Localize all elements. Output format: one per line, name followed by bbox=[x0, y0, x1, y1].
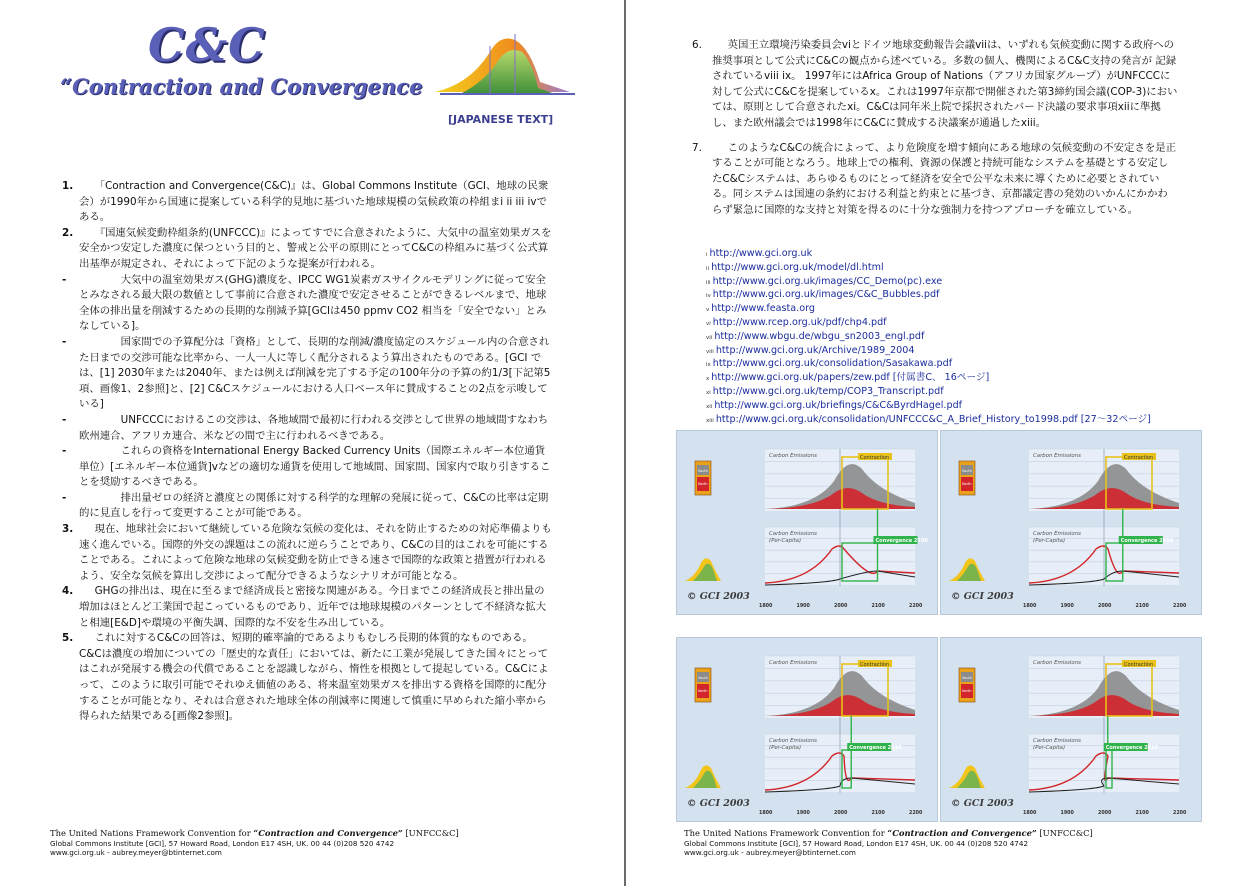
reference-marker: viii bbox=[706, 348, 714, 355]
x-tick-label: 2000 bbox=[1098, 811, 1112, 816]
x-tick-label: 2200 bbox=[1173, 604, 1187, 609]
reference-marker: x bbox=[706, 376, 710, 383]
footer-title-suffix: [UNFCC&C] bbox=[402, 828, 459, 838]
reference-marker: vi bbox=[706, 320, 711, 327]
north-legend-label: North bbox=[962, 689, 972, 693]
reference-link-row bbox=[706, 289, 1151, 303]
reference-url-link[interactable]: http://www.gci.org.uk bbox=[709, 248, 813, 259]
footer-title-italic: “Contraction and Convergence” bbox=[887, 828, 1037, 838]
reference-url-link[interactable]: http://www.gci.org.uk/temp/COP3_Transcript.pdf bbox=[712, 385, 944, 397]
paragraph-5 bbox=[62, 631, 552, 725]
footer-title bbox=[684, 829, 1093, 839]
bullet-text: 国家間での予算配分は「資格」として、長期的な削減/濃度協定のスケジュール内の合意された日までの交渉可能な比率から、一人一人に等しく配分されるよう算出されたものである。[GCI では、[1] 2030年または2040年、または例えば削減を完了する予定の100年分の予算の約1/3[下記第5項、画像1、2参照]と、[2] C&Cスケジュールにおける人口ベース年に賛成することの2点を示唆している] bbox=[79, 335, 551, 411]
x-tick-label: 2100 bbox=[1135, 811, 1149, 816]
paragraph-1 bbox=[62, 179, 552, 226]
reference-link-row bbox=[706, 345, 1151, 359]
gci-copyright: © GCI 2003 bbox=[687, 798, 750, 809]
footer-address: Global Commons Institute [GCI], 57 Howard Road, London E17 4SH, UK. 00 44 (0)208 520 4742 bbox=[50, 838, 395, 848]
bullet-marker: - bbox=[62, 491, 67, 504]
chart-svg bbox=[941, 638, 1201, 821]
chart-bottom-subtitle: (Per-Capita) bbox=[1033, 538, 1066, 544]
chart-top-title: Carbon Emissions bbox=[769, 453, 817, 459]
right-page bbox=[626, 0, 1251, 886]
paragraph-number: 3. bbox=[62, 523, 74, 536]
chart-bottom-subtitle: (Per-Capita) bbox=[1033, 745, 1066, 751]
contraction-label: Contraction bbox=[1124, 662, 1154, 668]
contraction-label: Contraction bbox=[860, 662, 890, 668]
convergence-label: Convergence 2010 bbox=[1105, 745, 1159, 751]
footer-title-italic: “Contraction and Convergence” bbox=[253, 828, 403, 838]
reference-url-link[interactable]: http://www.gci.org.uk/consolidation/Sasakawa.pdf bbox=[712, 358, 953, 370]
reference-link-row bbox=[706, 317, 1151, 331]
x-tick-label: 1900 bbox=[796, 811, 810, 816]
reference-marker: ix bbox=[706, 362, 711, 369]
chart-bottom-title: Carbon Emissions bbox=[769, 531, 817, 537]
bullet-marker: - bbox=[62, 335, 67, 348]
right-body-text bbox=[688, 38, 1178, 228]
reference-url-link[interactable]: http://www.gci.org.uk/images/C&C_Bubbles.pdf bbox=[712, 289, 940, 301]
south-legend-label: South bbox=[698, 469, 708, 473]
footer-title-prefix: The United Nations Framework Convention for bbox=[50, 828, 254, 838]
paragraph-text: 「Contraction and Convergence(C&C)』は、Global Commons Institute（GCI、地球の民衆会）が1990年から国連に提案している科学的見地に基づいた地球規模の気候政策の枠組まi ii iii ivである。 bbox=[79, 180, 549, 224]
x-tick-label: 2000 bbox=[1098, 604, 1112, 609]
bullet-marker: - bbox=[62, 413, 67, 426]
contraction-label: Contraction bbox=[860, 455, 890, 461]
reference-link-row bbox=[706, 386, 1151, 400]
paragraph-text: GHGの排出は、現在に至るまで経済成長と密接な関連がある。今日までこの経済成長と排出量の増加はほとんど工業国で起こっているものであり、近年では地球規模のパターンとして不経済な拡大と相連[E&D]や環境の平衡失調、国際的な不安を生み出している。 bbox=[79, 585, 547, 629]
reference-link-row bbox=[706, 400, 1151, 414]
x-tick-label: 1800 bbox=[759, 604, 773, 609]
reference-marker: iii bbox=[706, 279, 711, 286]
gci-copyright: © GCI 2003 bbox=[951, 798, 1014, 809]
paragraph-number: 6. bbox=[692, 39, 702, 51]
reference-url-link[interactable]: http://www.gci.org.uk/consolidation/UNFCCC&C_A_Brief_History_to1998.pdf bbox=[715, 413, 1078, 425]
bullet-1 bbox=[62, 273, 552, 335]
reference-link-row bbox=[706, 276, 1151, 290]
chart-bottom-title: Carbon Emissions bbox=[1033, 738, 1081, 744]
bullet-marker: - bbox=[62, 445, 67, 458]
chart-top-title: Carbon Emissions bbox=[769, 660, 817, 666]
chart-bottom-subtitle: (Per-Capita) bbox=[769, 538, 802, 544]
bullet-5 bbox=[62, 491, 552, 522]
bullet-2 bbox=[62, 335, 552, 413]
japanese-text-tag: [JAPANESE TEXT] bbox=[448, 113, 554, 126]
paragraph-number: 7. bbox=[692, 141, 702, 154]
x-tick-label: 2100 bbox=[871, 811, 885, 816]
chart-top-title: Carbon Emissions bbox=[1033, 453, 1081, 459]
chart-panel-4 bbox=[940, 637, 1202, 822]
bullet-text: 大気中の温室効果ガス(GHG)濃度を、IPCC WG1炭素ガスサイクルモデリングに従って安全とみなされる最大限の数値として事前に合意された濃度で安定させることができるレベルまで、地球全体の排出量を削減するための長期的な削減予算[GCIは450 ppmv CO2 相当を「安全でない」とみなしている]。 bbox=[79, 273, 547, 333]
logo-subtitle: “Contraction and Convergence bbox=[60, 74, 423, 99]
footer-title bbox=[50, 829, 459, 839]
reference-marker: i bbox=[706, 252, 708, 258]
reference-url-link[interactable]: http://www.rcep.org.uk/pdf/chp4.pdf bbox=[712, 316, 887, 328]
right-footer bbox=[684, 829, 1093, 858]
convergence-label: Convergence 2030 bbox=[849, 745, 902, 751]
reference-link-row bbox=[706, 331, 1151, 345]
reference-url-link[interactable]: http://www.gci.org.uk/model/dl.html bbox=[711, 261, 884, 273]
reference-marker: ii bbox=[706, 265, 710, 272]
bullet-4 bbox=[62, 444, 552, 491]
convergence-label: Convergence 2100 bbox=[875, 538, 928, 544]
x-tick-label: 1800 bbox=[759, 811, 773, 816]
x-tick-label: 2000 bbox=[834, 811, 848, 816]
paragraph-2 bbox=[62, 226, 552, 273]
left-footer bbox=[50, 829, 459, 858]
chart-panel-2 bbox=[940, 430, 1202, 615]
x-tick-label: 2100 bbox=[871, 604, 885, 609]
bullet-text: 排出量ゼロの経済と濃度との関係に対する科学的な理解の発展に従って、C&Cの比率は定期的に見直しを行って変更することが可能である。 bbox=[79, 491, 549, 520]
logo-title: C&C bbox=[148, 18, 266, 72]
x-tick-label: 1900 bbox=[1060, 604, 1074, 609]
x-tick-label: 2200 bbox=[909, 811, 923, 816]
contraction-label: Contraction bbox=[1124, 455, 1154, 461]
paragraph-4 bbox=[62, 584, 552, 631]
reference-url-link[interactable]: http://www.feasta.org bbox=[711, 303, 815, 315]
reference-marker: iv bbox=[706, 293, 711, 300]
chart-top-title: Carbon Emissions bbox=[1033, 660, 1081, 666]
paragraph-number: 2. bbox=[62, 226, 74, 239]
paragraph-number: 1. bbox=[62, 180, 74, 192]
reference-link-row bbox=[706, 372, 1151, 386]
bullet-marker: - bbox=[62, 273, 67, 286]
x-tick-label: 1800 bbox=[1023, 811, 1037, 816]
x-tick-label: 2200 bbox=[1173, 811, 1187, 816]
bullet-text: これらの資格をInternational Energy Backed Currency Units（国際エネルギー本位通貨単位）[エネルギー本位通貨]vなどの適切な通貨を使用して地域間、国家間、国家内で取り引きすることを奨励するべきである。 bbox=[79, 445, 551, 489]
footer-title-prefix: The United Nations Framework Convention for bbox=[684, 828, 888, 838]
paragraph-text: 『国連気候変動枠組条約(UNFCCC)』によってすでに合意されたように、大気中の温室効果ガスを安全かつ安定した濃度に保つという目的と、警戒と公平の原則にとってC&Cの枠組みに基づく公式算出基準が規定され、それによって下記のような提案が行われる。 bbox=[79, 226, 552, 270]
reference-marker: xii bbox=[706, 403, 713, 410]
north-legend-label: North bbox=[698, 689, 708, 693]
bullet-3 bbox=[62, 413, 552, 444]
chart-bottom-subtitle: (Per-Capita) bbox=[769, 745, 802, 751]
x-tick-label: 2000 bbox=[834, 604, 848, 609]
left-page bbox=[0, 0, 624, 886]
chart-panel-3 bbox=[676, 637, 938, 822]
reference-marker: vii bbox=[706, 334, 713, 341]
logo-mountain-graphic bbox=[430, 22, 580, 107]
reference-link-row bbox=[706, 262, 1151, 276]
footer-address: Global Commons Institute [GCI], 57 Howard Road, London E17 4SH, UK. 00 44 (0)208 520 4742 bbox=[684, 838, 1029, 848]
paragraph-6 bbox=[688, 38, 1178, 132]
x-tick-label: 2200 bbox=[909, 604, 923, 609]
south-legend-label: South bbox=[698, 676, 708, 680]
bullet-text: UNFCCCにおけるこの交渉は、各地域間で最初に行われる交渉として世界の地域間すなわち欧州連合、アフリカ連合、米などの間で主に行われるべきである。 bbox=[79, 413, 549, 442]
footer-contact: www.gci.org.uk - aubrey.meyer@btinternet.com bbox=[684, 848, 856, 857]
north-legend-label: North bbox=[962, 482, 972, 486]
paragraph-text: このようなC&Cの統合によって、より危険度を増す傾向にある地球の気候変動の不安定さを是正することが可能となろう。地球上での権利、資源の保護と持続可能なシステムを基礎とする安定したC&Cシステムは、あらゆるものにとって経済を安全で公平な未来に導くために必要とされている。同システムは国連の条約における利益と約束とに基づき、京都議定書の発効のいかんにかかわらず緊急に国際的な支持と対策を得るのに十分な強制力を持つアプローチを確立している。 bbox=[712, 141, 1177, 216]
chart-bottom-title: Carbon Emissions bbox=[769, 738, 817, 744]
gci-copyright: © GCI 2003 bbox=[687, 591, 750, 602]
x-tick-label: 1800 bbox=[1023, 604, 1037, 609]
north-legend-label: North bbox=[698, 482, 708, 486]
paragraph-text: 現在、地球社会において継続している危険な気候の変化は、それを防止するための対応準備よりも速く進んでいる。国際的外交の課題はこの流れに逆らうことであり、C&Cの目的はこれを可能にすることである。これによって危険な地球の気候変動を防止できる速さで国際的な政策と措置が行われるよう、安全な気候を算出し交渉によって配分できるようなシナリオが可能となる。 bbox=[79, 523, 552, 582]
reference-suffix: [付属書C、 16ページ] bbox=[889, 372, 990, 384]
reference-url-link[interactable]: http://www.gci.org.uk/papers/zew.pdf bbox=[711, 372, 890, 384]
paragraph-number: 4. bbox=[62, 585, 74, 598]
x-tick-label: 1900 bbox=[1060, 811, 1074, 816]
footer-contact: www.gci.org.uk - aubrey.meyer@btinternet.com bbox=[50, 848, 222, 857]
south-legend-label: South bbox=[962, 469, 972, 473]
reference-link-row bbox=[706, 358, 1151, 372]
reference-suffix: [27～32ページ] bbox=[1077, 413, 1151, 425]
reference-url-link[interactable]: http://www.gci.org.uk/images/CC_Demo(pc).exe bbox=[712, 275, 943, 287]
reference-link-row bbox=[706, 303, 1151, 317]
reference-links bbox=[706, 248, 1151, 427]
reference-marker: xi bbox=[706, 389, 711, 396]
paragraph-number: 5. bbox=[62, 632, 74, 645]
x-tick-label: 1900 bbox=[796, 604, 810, 609]
reference-link-row bbox=[706, 414, 1151, 428]
gci-copyright: © GCI 2003 bbox=[951, 591, 1014, 602]
reference-url-link[interactable]: http://www.wbgu.de/wbgu_sn2003_engl.pdf bbox=[714, 330, 925, 342]
left-body-text bbox=[62, 179, 552, 725]
paragraph-3 bbox=[62, 522, 552, 584]
reference-marker: v bbox=[706, 307, 710, 314]
reference-url-link[interactable]: http://www.gci.org.uk/briefings/C&C&ByrdHagel.pdf bbox=[714, 399, 963, 411]
south-legend-label: South bbox=[962, 676, 972, 680]
reference-url-link[interactable]: http://www.gci.org.uk/Archive/1989_2004 bbox=[715, 344, 915, 356]
chart-panel-1 bbox=[676, 430, 938, 615]
chart-svg bbox=[677, 431, 937, 614]
x-tick-label: 2100 bbox=[1135, 604, 1149, 609]
paragraph-7 bbox=[688, 141, 1178, 219]
chart-svg bbox=[941, 431, 1201, 614]
footer-title-suffix: [UNFCC&C] bbox=[1036, 828, 1093, 838]
chart-svg bbox=[677, 638, 937, 821]
paragraph-text: 英国王立環境汚染委員会viとドイツ地球変動報告会議viiは、いずれも気候変動に関する政府への推奨事項として公式にC&Cの観点から述べている。多数の個人、機関によるC&C支持の発言が 記録されているviii ix。 1997年にはAfrica Group of Nations（アフリカ国家グループ）がUNFCCCに対して公式にC&Cを提案しているx。これは1997年京都で開催された第3締約国会議(COP-3)においては、原則として合意されたxi。C&Cは同年米上院で採択されたバード決議の要求事項xiiに準拠し、また欧州議会では1998年にC&Cに賛成する決議案が通過したxiii。 bbox=[712, 39, 1178, 129]
convergence-label: Convergence 2050 bbox=[1120, 538, 1174, 544]
chart-bottom-title: Carbon Emissions bbox=[1033, 531, 1081, 537]
reference-link-row bbox=[706, 248, 1151, 262]
paragraph-text: これに対するC&Cの回答は、短期的確率論的であるよりもむしろ長期的体質的なものである。C&Cは濃度の増加についての「歴史的な責任」においては、新たに工業が発展してきた国々にとってはこれが発展する機会の代償であることを認識しながら、惰性を根拠として提起している。C&Cによって、このように取引可能でそれゆえ価値のある、将来温室効果ガスを排出する資格を国際的に配分することが可能となり、それは合意された地球全体の削減率に関連して慎重に早められた縮小率から得られた結果である[画像2参照]。 bbox=[79, 632, 549, 723]
reference-marker: xiii bbox=[706, 417, 714, 424]
